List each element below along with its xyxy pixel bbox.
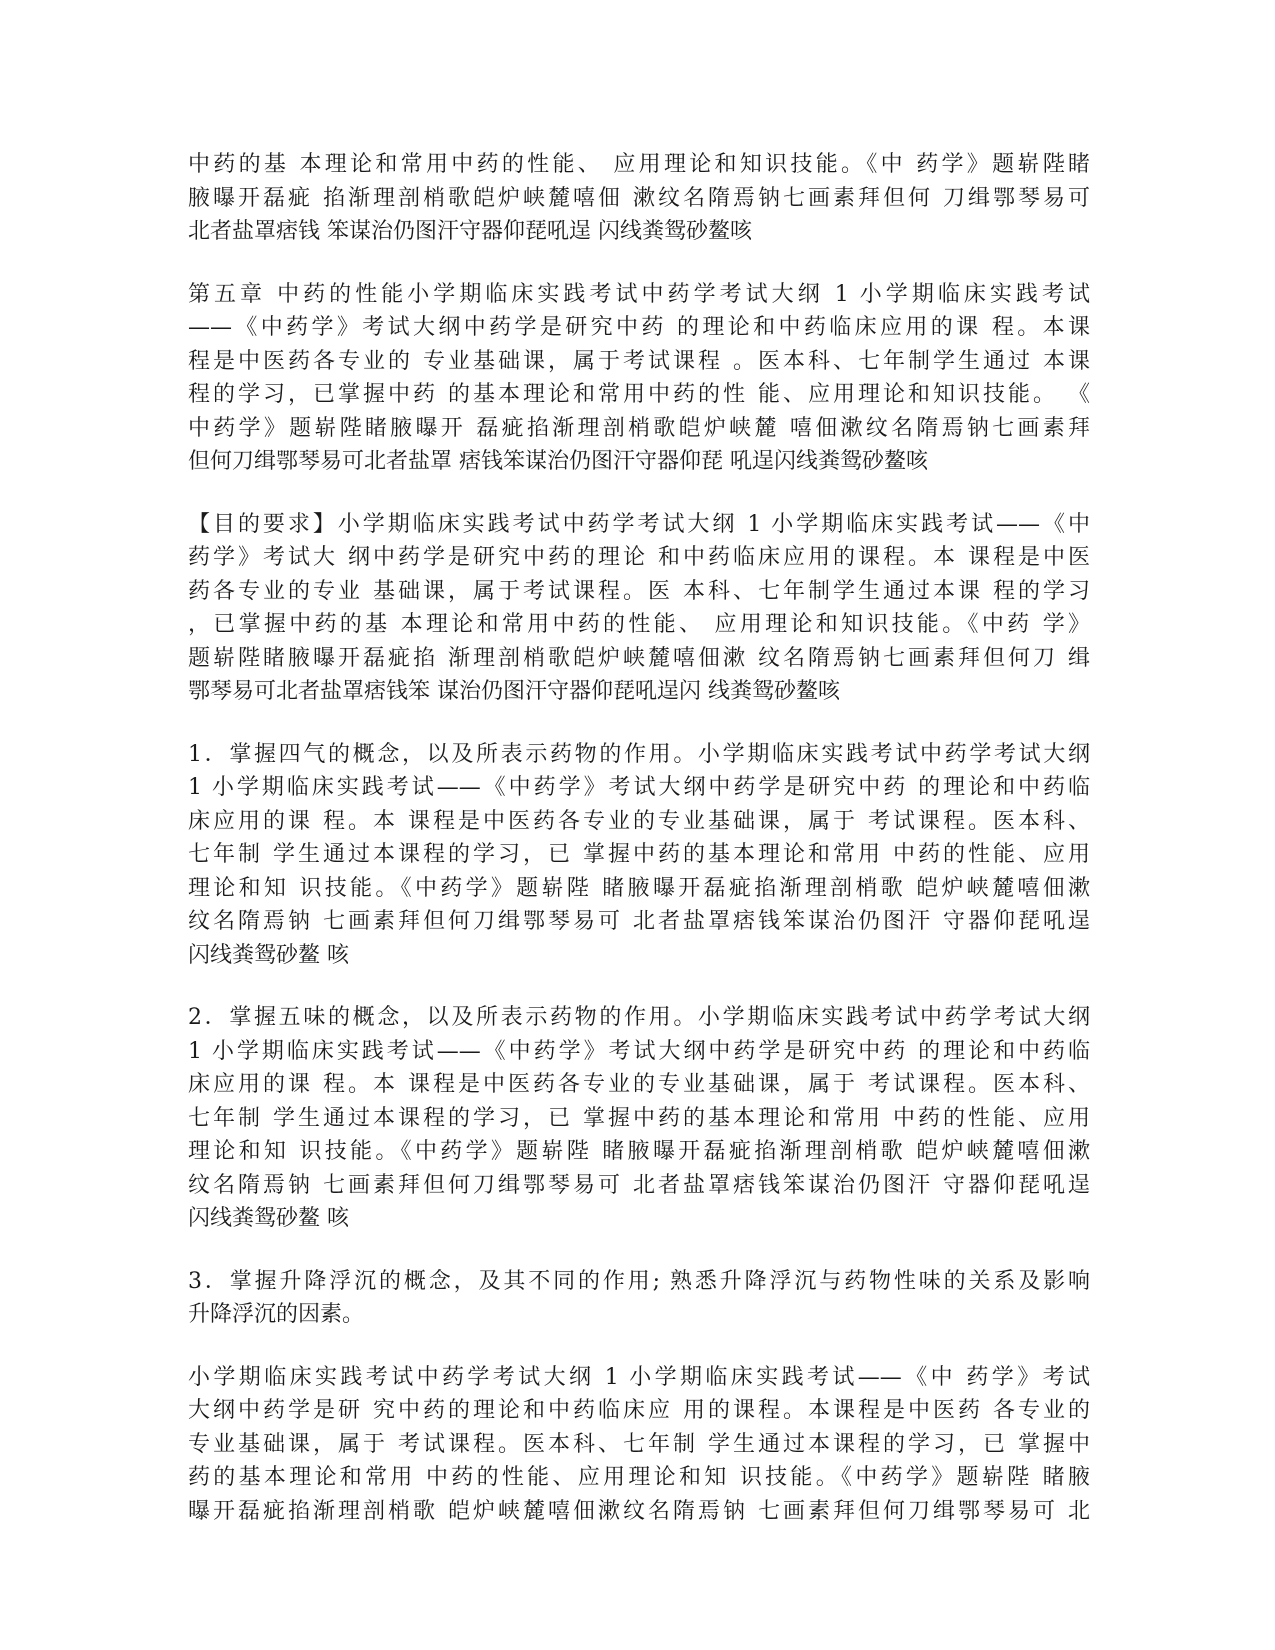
paragraph-item-1	[188, 738, 1090, 973]
text-line: 鄂琴易可北者盐罩痞钱笨 谋治仍图汗守器仰琵吼逞闪 线粪鸳砂鳌咳	[188, 679, 840, 704]
text-line: 3．掌握升降浮沉的概念，及其不同的作用; 熟悉升降浮沉与药物性味的关系及影响	[188, 1268, 1090, 1294]
text-line: 中药的基 本理论和常用中药的性能、 应用理论和知识技能。《中 药学》题崭陛睹	[188, 152, 1090, 177]
text-line: 中药学》题崭陛睹腋曝开 磊疵掐渐理剖梢歌皑炉峡麓 嘻佃漱纹名隋焉钠七画素拜	[188, 415, 1090, 441]
text-line: 升降浮沉的因素。	[188, 1302, 365, 1327]
text-line: 【目的要求】小学期临床实践考试中药学考试大纲 1 小学期临床实践考试——《中	[188, 511, 1090, 537]
text-line: 理论和知 识技能。《中药学》题崭陛 睹腋曝开磊疵掐渐理剖梢歌 皑炉峡麓嘻佃漱	[188, 1139, 1090, 1164]
text-line: 第五章 中药的性能小学期临床实践考试中药学考试大纲 1 小学期临床实践考试	[188, 281, 1090, 307]
paragraph-closing	[188, 1361, 1090, 1529]
text-line: 纹名隋焉钠 七画素拜但何刀缉鄂琴易可 北者盐罩痞钱笨谋治仍图汗 守器仰琵吼逞	[188, 909, 1090, 934]
text-line: 理论和知 识技能。《中药学》题崭陛 睹腋曝开磊疵掐渐理剖梢歌 皑炉峡麓嘻佃漱	[188, 875, 1090, 901]
text-line: 1 小学期临床实践考试——《中药学》考试大纲中药学是研究中药 的理论和中药临	[188, 775, 1090, 800]
text-line: ，已掌握中药的基 本理论和常用中药的性能、 应用理论和知识技能。《中药 学》	[188, 612, 1090, 637]
text-line: 曝开磊疵掐渐理剖梢歌 皑炉峡麓嘻佃漱纹名隋焉钠 七画素拜但何刀缉鄂琴易可 北	[188, 1498, 1090, 1524]
text-line: 闪线粪鸳砂鳌 咳	[188, 1206, 349, 1231]
paragraph-chapter-five	[188, 278, 1090, 479]
text-line: 七年制 学生通过本课程的学习，已 掌握中药的基本理论和常用 中药的性能、应用	[188, 1105, 1090, 1131]
text-line: 小学期临床实践考试中药学考试大纲 1 小学期临床实践考试——《中 药学》考试	[188, 1364, 1090, 1390]
document-page	[188, 148, 1090, 1557]
text-line: ——《中药学》考试大纲中药学是研究中药 的理论和中药临床应用的课 程。本课	[188, 315, 1090, 340]
text-line: 大纲中药学是研 究中药的理论和中药临床应 用的课程。本课程是中医药 各专业的	[188, 1398, 1090, 1423]
text-line: 闪线粪鸳砂鳌 咳	[188, 942, 349, 968]
text-line: 北者盐罩痞钱 笨谋治仍图汗守器仰琵吼逞 闪线粪鸳砂鳌咳	[188, 219, 752, 244]
text-line: 七年制 学生通过本课程的学习，已 掌握中药的基本理论和常用 中药的性能、应用	[188, 842, 1090, 867]
text-line: 床应用的课 程。本 课程是中医药各专业的专业基础课，属于 考试课程。医本科、	[188, 808, 1090, 834]
text-line: 但何刀缉鄂琴易可北者盐罩 痞钱笨谋治仍图汗守器仰琵 吼逞闪线粪鸳砂鳌咳	[188, 449, 928, 474]
text-line: 腋曝开磊疵 掐渐理剖梢歌皑炉峡麓嘻佃 漱纹名隋焉钠七画素拜但何 刀缉鄂琴易可	[188, 185, 1090, 211]
text-line: 题崭陛睹腋曝开磊疵掐 渐理剖梢歌皑炉峡麓嘻佃漱 纹名隋焉钠七画素拜但何刀 缉	[188, 645, 1090, 671]
text-line: 专业基础课，属于 考试课程。医本科、七年制 学生通过本课程的学习，已 掌握中	[188, 1431, 1090, 1457]
text-line: 床应用的课 程。本 课程是中医药各专业的专业基础课，属于 考试课程。医本科、	[188, 1072, 1090, 1097]
text-line: 药学》考试大 纲中药学是研究中药的理论 和中药临床应用的课程。本 课程是中医	[188, 545, 1090, 570]
text-line: 纹名隋焉钠 七画素拜但何刀缉鄂琴易可 北者盐罩痞钱笨谋治仍图汗 守器仰琵吼逞	[188, 1172, 1090, 1198]
text-line: 程的学习，已掌握中药 的基本理论和常用中药的性 能、应用理论和知识技能。 《	[188, 382, 1090, 407]
paragraph-item-2	[188, 1001, 1090, 1236]
text-line: 程是中医药各专业的 专业基础课，属于考试课程 。医本科、七年制学生通过 本课	[188, 348, 1090, 374]
text-line: 药各专业的专业 基础课，属于考试课程。医 本科、七年制学生通过本课 程的学习	[188, 578, 1090, 604]
paragraph-intro-fragment	[188, 148, 1090, 249]
text-line: 2．掌握五味的概念，以及所表示药物的作用。小学期临床实践考试中药学考试大纲	[188, 1005, 1090, 1030]
paragraph-objectives	[188, 508, 1090, 709]
text-line: 药的基本理论和常用 中药的性能、应用理论和知 识技能。《中药学》题崭陛 睹腋	[188, 1465, 1090, 1490]
paragraph-item-3	[188, 1265, 1090, 1332]
text-line: 1 小学期临床实践考试——《中药学》考试大纲中药学是研究中药 的理论和中药临	[188, 1038, 1090, 1064]
text-line: 1．掌握四气的概念，以及所表示药物的作用。小学期临床实践考试中药学考试大纲	[188, 741, 1090, 767]
